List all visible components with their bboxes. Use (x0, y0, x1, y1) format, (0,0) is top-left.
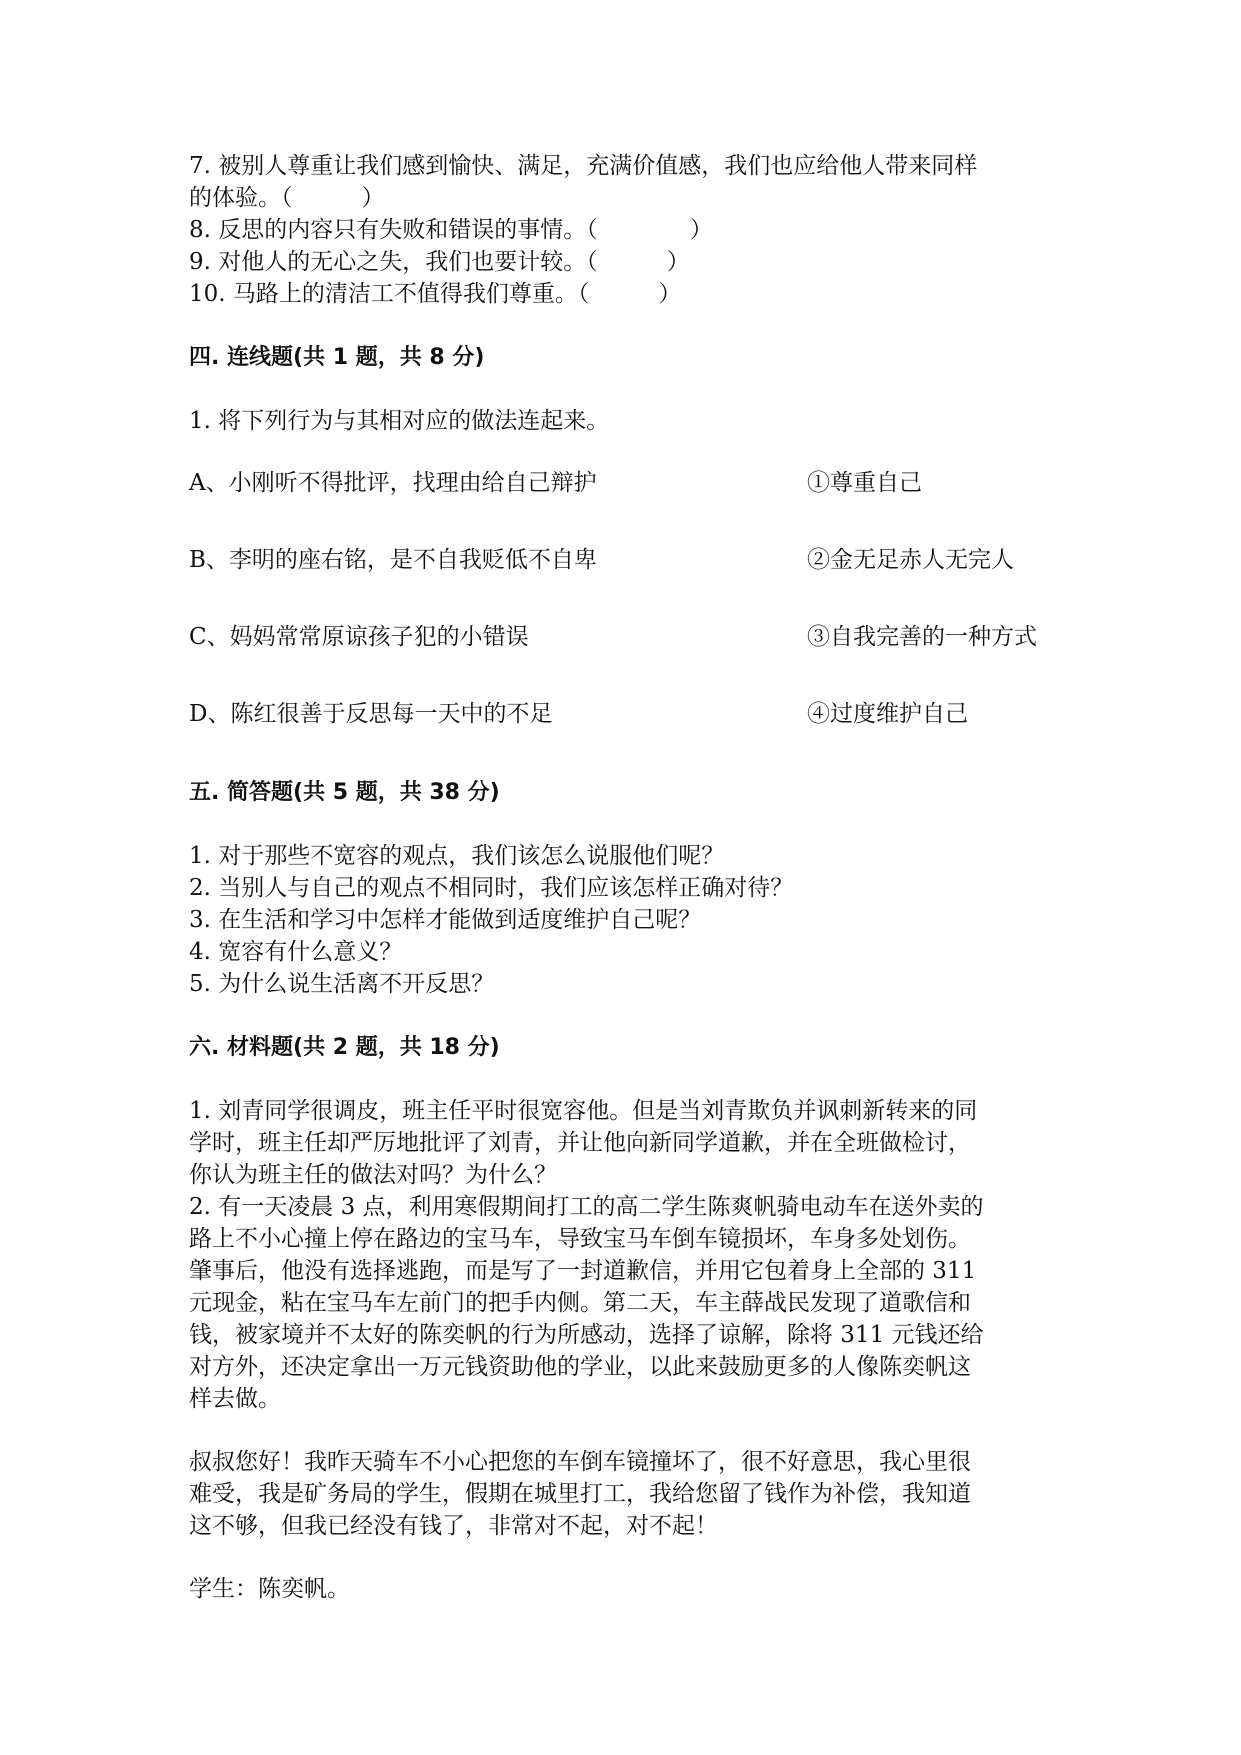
material-q2-line2: 路上不小心撞上停在路边的宝马车，导致宝马车倒车镜损坏，车身多处划伤。 (189, 1226, 971, 1252)
material-q2-line5: 钱，被家境并不太好的陈奕帆的行为所感动，选择了谅解，除将 311 元钱还给 (189, 1322, 984, 1348)
judgment-item-8: 8. 反思的内容只有失败和错误的事情。（ ） (189, 217, 713, 243)
short-answer-4: 4. 宽容有什么意义？ (189, 939, 403, 965)
short-answer-1: 1. 对于那些不宽容的观点，我们该怎么说服他们呢？ (189, 843, 725, 869)
short-answer-2: 2. 当别人与自己的观点不相同时，我们应该怎样正确对待？ (189, 875, 794, 901)
section-6-heading: 六. 材料题(共 2 题，共 18 分) (189, 1035, 500, 1060)
short-answer-5: 5. 为什么说生活离不开反思？ (189, 971, 495, 997)
material-q2-line1: 2. 有一天凌晨 3 点，利用寒假期间打工的高二学生陈爽帆骑电动车在送外卖的 (189, 1194, 984, 1220)
short-answer-3: 3. 在生活和学习中怎样才能做到适度维护自己呢？ (189, 907, 702, 933)
letter-signature: 学生：陈奕帆。 (189, 1576, 350, 1602)
judgment-item-7-line2: 的体验。（ ） (189, 185, 385, 211)
letter-line3: 这不够，但我已经没有钱了，非常对不起，对不起！ (189, 1513, 718, 1539)
material-q2-line3: 肇事后，他没有选择逃跑，而是写了一封道歉信，并用它包着身上全部的 311 (189, 1258, 977, 1284)
material-q1-line2: 学时，班主任却严厉地批评了刘青，并让他向新同学道歉，并在全班做检讨， (189, 1130, 971, 1156)
section-4-heading: 四. 连线题(共 1 题，共 8 分) (189, 345, 485, 370)
material-q1-line1: 1. 刘青同学很调皮，班主任平时很宽容他。但是当刘青欺负并讽刺新转来的同 (189, 1098, 978, 1124)
matching-left-d: D、陈红很善于反思每一天中的不足 (189, 701, 553, 727)
material-q1-line3: 你认为班主任的做法对吗？为什么？ (189, 1162, 557, 1188)
matching-right-3: ③自我完善的一种方式 (807, 624, 1037, 650)
judgment-item-7-line1: 7. 被别人尊重让我们感到愉快、满足，充满价值感，我们也应给他人带来同样 (189, 153, 978, 179)
material-q2-line7: 样去做。 (189, 1386, 281, 1412)
matching-left-c: C、妈妈常常原谅孩子犯的小错误 (189, 624, 529, 650)
matching-right-1: ①尊重自己 (807, 470, 922, 496)
judgment-item-10: 10. 马路上的清洁工不值得我们尊重。（ ） (189, 281, 682, 307)
letter-line1: 叔叔您好！我昨天骑车不小心把您的车倒车镜撞坏了，很不好意思，我心里很 (189, 1449, 971, 1475)
letter-line2: 难受，我是矿务局的学生，假期在城里打工，我给您留了钱作为补偿，我知道 (189, 1481, 971, 1507)
section-5-heading: 五. 简答题(共 5 题，共 38 分) (189, 780, 500, 805)
matching-question: 1. 将下列行为与其相对应的做法连起来。 (189, 408, 610, 434)
material-q2-line6: 对方外，还决定拿出一万元钱资助他的学业，以此来鼓励更多的人像陈奕帆这 (189, 1354, 971, 1380)
matching-left-a: A、小刚听不得批评，找理由给自己辩护 (189, 470, 597, 496)
material-q2-line4: 元现金，粘在宝马车左前门的把手内侧。第二天，车主薛战民发现了道歌信和 (189, 1290, 971, 1316)
matching-right-4: ④过度维护自己 (807, 701, 968, 727)
judgment-item-9: 9. 对他人的无心之失，我们也要计较。（ ） (189, 249, 690, 275)
matching-right-2: ②金无足赤人无完人 (807, 547, 1014, 573)
matching-left-b: B、李明的座右铭，是不自我贬低不自卑 (189, 547, 597, 573)
